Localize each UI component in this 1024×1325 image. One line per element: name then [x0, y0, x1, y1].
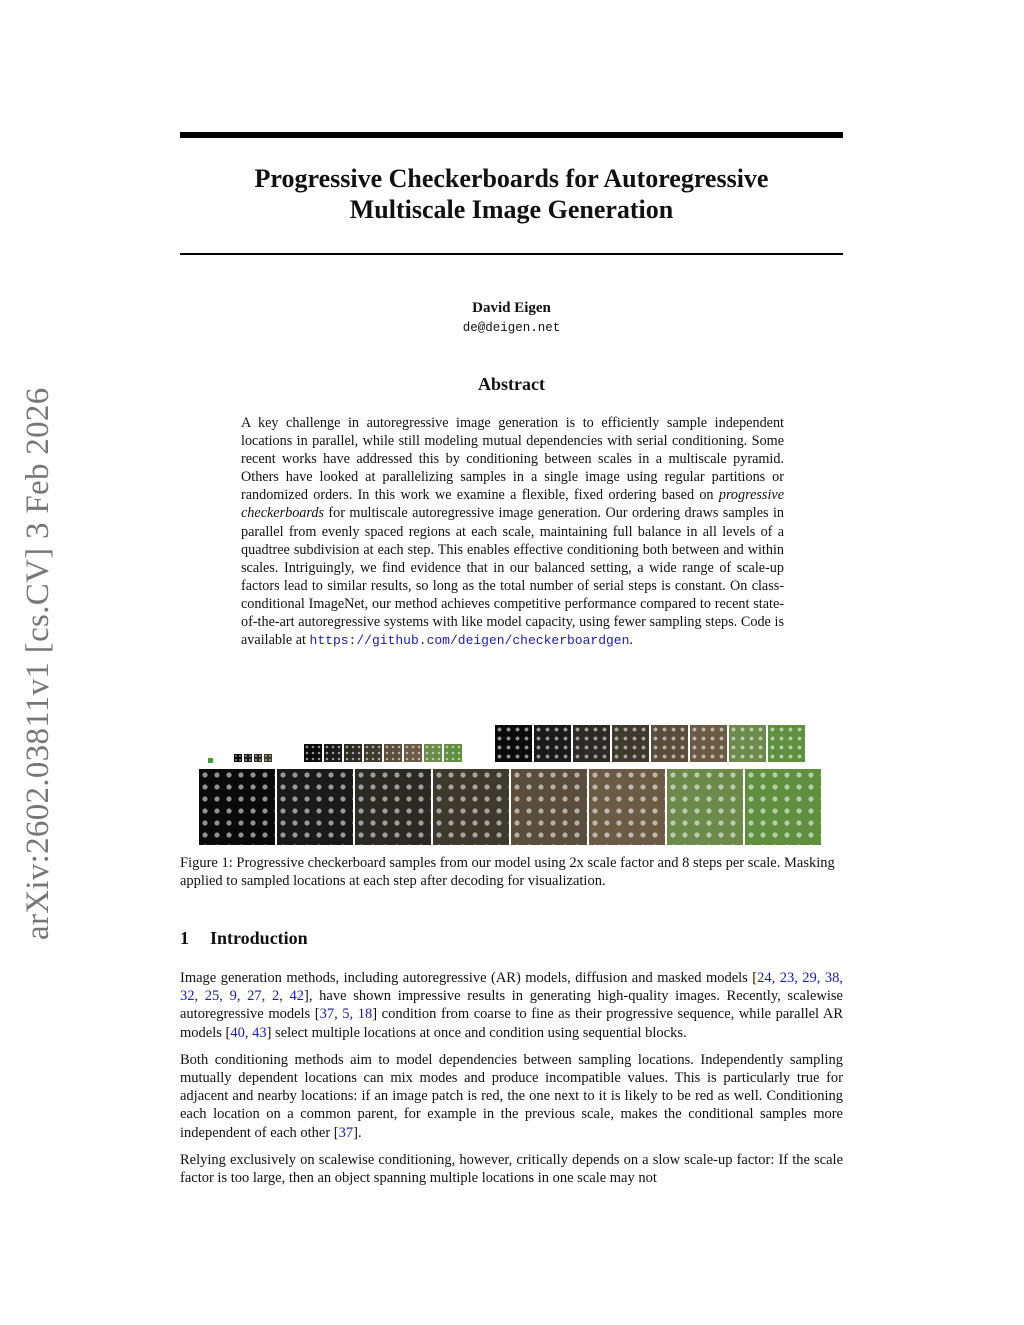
figure-tile — [728, 724, 767, 763]
intro-p1-text-a: Image generation methods, including autoregressive (AR) models, diffusion and masked models [ — [180, 970, 758, 986]
figure-tile — [233, 753, 243, 763]
section-heading-introduction — [180, 928, 308, 949]
intro-paragraph-3: Relying exclusively on scalewise conditioning, however, critically depends on a slow scale-up factor: If the scale factor is too large, then an object spanning multiple locations in one scale may not — [180, 1151, 843, 1187]
figure-tile — [208, 758, 213, 763]
abstract-text — [241, 414, 784, 650]
intro-p1-text-c: ] condition from coarse to fine as their progressive sequence, while parallel AR models [ — [180, 1006, 844, 1041]
figure-tile — [510, 768, 588, 846]
figure-tile — [403, 743, 423, 763]
figure-tile — [443, 743, 463, 763]
author-name: David Eigen — [472, 300, 551, 316]
figure-tile — [533, 724, 572, 763]
abstract-part-1: A key challenge in autoregressive image generation is to efficiently sample independent locations in parallel, while still modeling mutual dependencies with serial conditioning. Some recent works have addressed this by conditioning between scales in a multiscale pyramid. Others have looked at parallelizing samples in a single image using regular partitions or randomized orders. In this work we examine a flexible, fixed ordering based on — [241, 415, 784, 504]
citation-group-4[interactable]: 37 — [338, 1124, 354, 1141]
figure-tile — [689, 724, 728, 763]
figure-tile — [572, 724, 611, 763]
introduction-body — [180, 969, 843, 1196]
figure-tile — [263, 753, 273, 763]
section-title: Introduction — [210, 928, 308, 948]
figure-tile — [253, 753, 263, 763]
figure-tile — [494, 724, 533, 763]
figure-tile — [276, 768, 354, 846]
figure-tile — [666, 768, 744, 846]
abstract-emphasis: progressive checkerboards — [241, 487, 784, 522]
author-email[interactable]: de@deigen.net — [462, 321, 561, 335]
citation-group-2[interactable]: 37, 5, 18 — [319, 1006, 373, 1023]
figure-tile — [767, 724, 806, 763]
abstract-heading: Abstract — [478, 374, 545, 394]
paper-title — [180, 163, 843, 225]
figure-tile — [432, 768, 510, 846]
figure-tile — [363, 743, 383, 763]
section-number: 1 — [180, 928, 189, 948]
paper-title-line-2: Multiscale Image Generation — [349, 195, 674, 224]
intro-p2-text-b: ]. — [353, 1124, 362, 1141]
code-link[interactable]: https://github.com/deigen/checkerboardgen — [309, 633, 630, 649]
figure-tile — [243, 753, 253, 763]
paper-title-line-1: Progressive Checkerboards for Autoregressive — [254, 164, 769, 193]
figure-tile — [343, 743, 363, 763]
figure-tile — [303, 743, 323, 763]
abstract-part-3: . — [629, 632, 633, 649]
abstract-part-2: for multiscale autoregressive image generation. Our ordering draws samples in parallel from evenly spaced regions at each scale, maintaining full balance in all levels of a quadtree subdivision at each step. This enables effective conditioning both between and within scales. Intriguingly, we find evidence that in our balanced setting, a wide range of scale-up factors lead to similar results, so long as the total number of serial steps is constant. On class-conditional ImageNet, our method achieves competitive performance compared to recent state-of-the-art autoregressive systems with like model capacity, using fewer sampling steps. Code is available at — [241, 505, 784, 649]
figure-caption: Figure 1: Progressive checkerboard samples from our model using 2x scale factor and 8 steps per scale. Masking applied to sampled locations at each step after decoding for visualization. — [180, 855, 835, 889]
figure-tile — [588, 768, 666, 846]
figure-1-checkerboard-samples — [198, 722, 828, 848]
intro-p1-text-b: ], have shown impressive results in generating high-quality images. Recently, scalewise autoregressive models [ — [180, 988, 843, 1023]
intro-p2-text-a: Both conditioning methods aim to model dependencies between sampling locations. Independently sampling mutually dependent locations can mix modes and produce incompatible values. This is particularly true for adjacent and nearby locations: if an image patch is red, the one next to it is likely to be red as well. Conditioning each location on a common parent, for example in the previous scale, makes the conditional samples more independent of each other [ — [180, 1051, 843, 1141]
title-rule-bottom — [180, 253, 843, 255]
figure-tile — [744, 768, 822, 846]
intro-paragraph-2 — [180, 1051, 843, 1142]
arxiv-side-stamp: arXiv:2602.03811v1 [cs.CV] 3 Feb 2026 — [20, 387, 56, 940]
figure-tile — [423, 743, 443, 763]
intro-p1-text-d: ] select multiple locations at once and condition using sequential blocks. — [266, 1024, 687, 1041]
figure-tile — [650, 724, 689, 763]
citation-group-3[interactable]: 40, 43 — [230, 1024, 267, 1041]
figure-tile — [198, 768, 276, 846]
citation-group-1[interactable]: 24, 23, 29, 38, 32, 25, 9, 27, 2, 42 — [180, 970, 844, 1005]
figure-tile — [354, 768, 432, 846]
figure-tile — [323, 743, 343, 763]
title-rule-top — [180, 132, 843, 138]
figure-tile — [383, 743, 403, 763]
figure-tile — [611, 724, 650, 763]
intro-paragraph-1 — [180, 969, 843, 1042]
